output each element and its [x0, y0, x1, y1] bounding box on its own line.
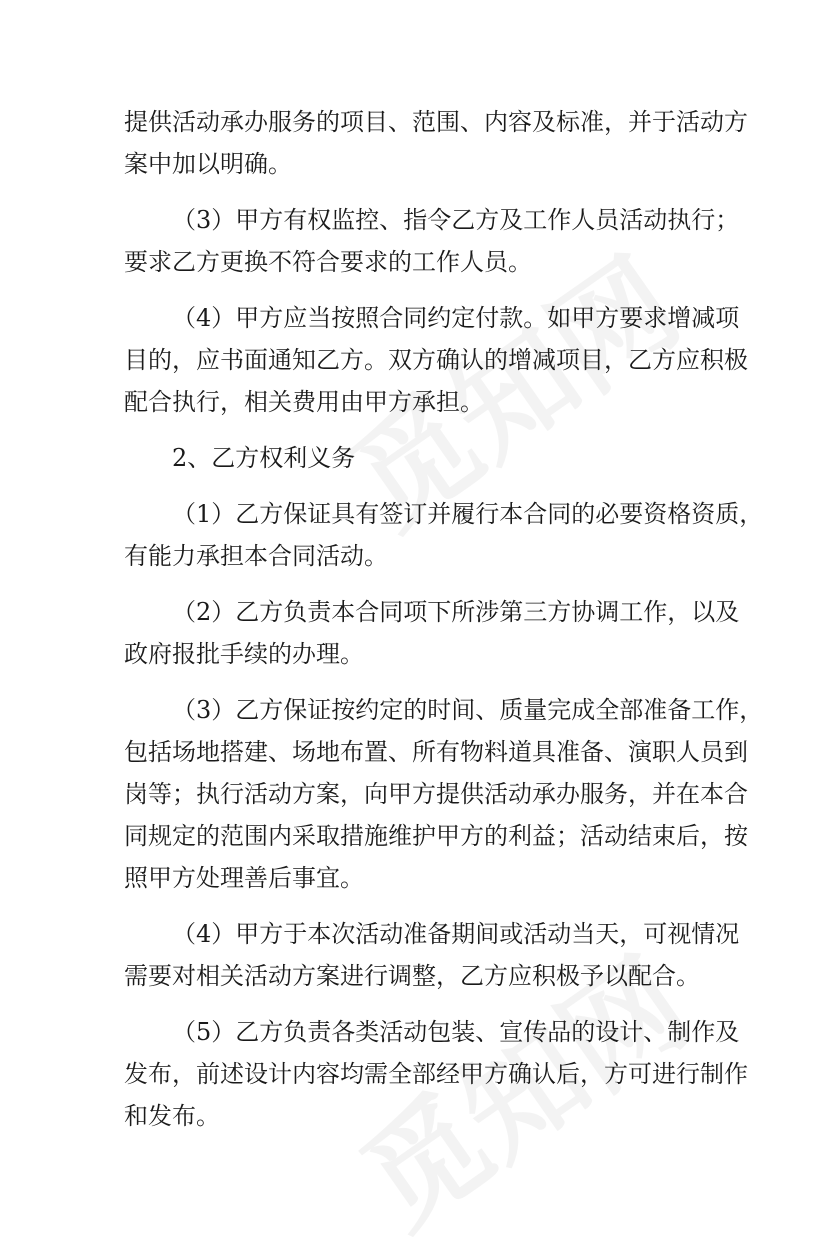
paragraph-line: 要求乙方更换不符合要求的工作人员。: [124, 248, 532, 276]
paragraph-line: （1）乙方保证具有签订并履行本合同的必要资格资质，: [172, 500, 764, 528]
paragraph-line: （5）乙方负责各类活动包装、宣传品的设计、制作及: [172, 1018, 740, 1046]
paragraph-line: 发布，前述设计内容均需全部经甲方确认后，方可进行制作: [124, 1060, 748, 1088]
paragraph-line: 同规定的范围内采取措施维护甲方的利益；活动结束后，按: [124, 822, 748, 850]
paragraph-line: 包括场地搭建、场地布置、所有物料道具准备、演职人员到: [124, 738, 748, 766]
paragraph-line: （3）甲方有权监控、指令乙方及工作人员活动执行；: [172, 206, 740, 234]
paragraph-line: 需要对相关活动方案进行调整，乙方应积极予以配合。: [124, 962, 700, 990]
paragraph-line: 和发布。: [124, 1102, 220, 1130]
section-heading: 2、乙方权利义务: [172, 444, 356, 472]
paragraph-line: （3）乙方保证按约定的时间、质量完成全部准备工作，: [172, 696, 764, 724]
paragraph-line: 照甲方处理善后事宜。: [124, 864, 364, 892]
paragraph-line: （4）甲方于本次活动准备期间或活动当天，可视情况: [172, 920, 740, 948]
paragraph-line: 目的，应书面通知乙方。双方确认的增减项目，乙方应积极: [124, 346, 748, 374]
paragraph-line: （4）甲方应当按照合同约定付款。如甲方要求增减项: [172, 304, 740, 332]
paragraph-line: 配合执行，相关费用由甲方承担。: [124, 388, 484, 416]
paragraph-line: 岗等；执行活动方案，向甲方提供活动承办服务，并在本合: [124, 780, 748, 808]
paragraph-line: 政府报批手续的办理。: [124, 640, 364, 668]
paragraph-line: 提供活动承办服务的项目、范围、内容及标准，并于活动方: [124, 108, 748, 136]
paragraph-line: （2）乙方负责本合同项下所涉第三方协调工作，以及: [172, 598, 740, 626]
paragraph-line: 有能力承担本合同活动。: [124, 542, 388, 570]
paragraph-line: 案中加以明确。: [124, 150, 292, 178]
